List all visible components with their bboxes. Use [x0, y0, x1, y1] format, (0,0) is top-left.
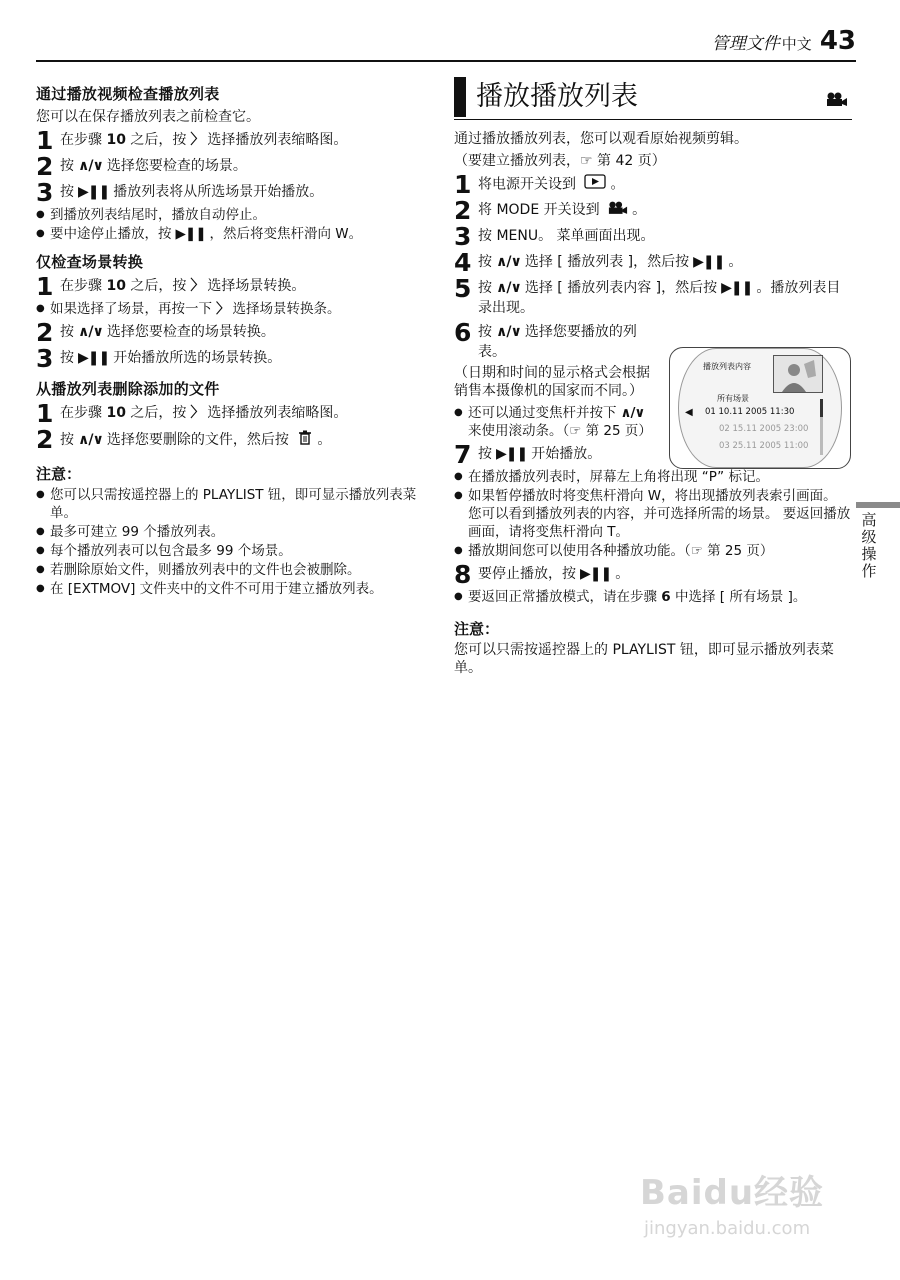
play-pause-icon: ▶❚❚ — [693, 254, 725, 270]
bullet-item: ● 到播放列表结尾时，播放自动停止。 — [36, 206, 428, 224]
step-3 — [454, 222, 852, 251]
step-text: 选择播放列表缩略图。 — [207, 132, 348, 148]
step-text: 选择您要检查的场景。 — [106, 158, 247, 174]
section-intro: 您可以在保存播放列表之前检查它。 — [36, 109, 260, 125]
play-pause-icon: ▶❚❚ — [78, 350, 110, 366]
page-header — [36, 28, 856, 62]
step-number: 2 — [36, 152, 54, 181]
step-2: 2 将 MODE 开关设到 。 — [454, 196, 647, 225]
up-down-icon: ∧/∨ — [496, 324, 521, 340]
step-2: 2 按 ∧/∨ 选择您要删除的文件，然后按 。 — [36, 425, 332, 454]
step-1: 1 在步骤 10 之后，按 〉 选择播放列表缩略图。 — [36, 399, 348, 428]
step-number: 1 — [454, 170, 472, 199]
note-heading: 注意： — [36, 465, 82, 483]
movie-camera-icon — [608, 200, 628, 220]
left-column — [36, 75, 428, 600]
note-item: ● 在 [EXTMOV] 文件夹中的文件不可用于建立播放列表。 — [36, 580, 428, 598]
step-6-note: （日期和时间的显示格式会根据销售本摄像机的国家而不同。） — [454, 365, 650, 399]
right-chevron-icon: 〉 — [190, 405, 204, 421]
step-8: 8 要停止播放，按 ▶❚❚ 。 — [454, 560, 630, 589]
step-number: 6 — [454, 318, 472, 347]
play-pause-icon: ▶❚❚ — [496, 446, 528, 462]
note-list — [36, 486, 428, 598]
scrollbar — [820, 399, 823, 455]
bullet-item: ● 如果选择了场景，再按一下 〉 选择场景转换条。 — [36, 300, 428, 318]
screen-title: 播放列表内容 — [703, 362, 751, 371]
side-tab-marker — [856, 502, 900, 508]
page-number: 43 — [819, 26, 856, 56]
movie-camera-icon — [826, 91, 848, 110]
section-title-block — [454, 75, 852, 120]
step-number: 3 — [454, 222, 472, 251]
section-heading-delete-files: 从播放列表删除添加的文件 — [36, 380, 220, 398]
step-1: 1 将电源开关设到 。 — [454, 170, 625, 199]
bullet-list — [454, 404, 659, 440]
step-number: 1 — [36, 272, 54, 301]
note-item: ● 您可以只需按遥控器上的 PLAYLIST 钮，即可显示播放列表菜单。 — [36, 486, 428, 522]
step-number: 4 — [454, 248, 472, 277]
step-text: 之后，按 — [130, 132, 187, 148]
step-2: 2 按 ∧/∨ 选择您要检查的场景转换。 — [36, 318, 275, 347]
step-text: 按 MENU。 菜单画面出现。 — [478, 228, 655, 244]
step-3: 3 按 ▶❚❚ 开始播放所选的场景转换。 — [36, 344, 282, 373]
step-number: 2 — [36, 318, 54, 347]
all-scenes-label: 所有场景 — [717, 394, 749, 403]
step-ref: 10 — [106, 132, 126, 148]
step-number: 5 — [454, 274, 472, 303]
step-number: 2 — [454, 196, 472, 225]
playlist-row: 03 25.11 2005 11:00 — [719, 441, 809, 451]
bullet-item: ● 如果暂停播放时将变焦杆滑向 W，将出现播放列表索引画面。 您可以看到播放列表的内容，并可选择所需的场景。 要返回播放画面，请将变焦杆滑向 T。 — [454, 487, 852, 541]
bullet-item: ● 要中途停止播放，按 ▶❚❚ ，然后将变焦杆滑向 W。 — [36, 225, 428, 243]
up-down-icon: ∧/∨ — [496, 254, 521, 270]
bullet-item: ● 还可以通过变焦杆并按下 ∧/∨来使用滚动条。（☞ 第 25 页） — [454, 404, 659, 440]
section-heading-check-playlist: 通过播放视频检查播放列表 — [36, 85, 220, 103]
step-number: 3 — [36, 344, 54, 373]
trash-icon — [297, 429, 313, 451]
step-3 — [36, 178, 428, 207]
side-tab-label: 高级操作 — [861, 511, 877, 580]
step-text: 按 — [60, 184, 74, 200]
playback-icon — [584, 174, 606, 195]
play-pause-icon: ▶❚❚ — [580, 566, 612, 582]
header-section: 管理文件 — [711, 34, 780, 54]
bullet-item: ● 在播放播放列表时，屏幕左上角将出现 “P” 标记。 — [454, 468, 852, 486]
up-down-icon: ∧/∨ — [496, 280, 521, 296]
step-number: 2 — [36, 425, 54, 454]
step-number: 3 — [36, 178, 54, 207]
step-text: 播放列表将从所选场景开始播放。 — [113, 184, 324, 200]
step-text: 按 — [60, 158, 74, 174]
bullet-list — [36, 300, 428, 318]
play-pause-icon: ▶❚❚ — [721, 280, 753, 296]
step-number: 1 — [36, 126, 54, 155]
bullet-list — [454, 468, 852, 560]
step-text: 在步骤 — [60, 132, 102, 148]
bullet-list — [36, 206, 428, 243]
step-number: 1 — [36, 399, 54, 428]
step-2 — [36, 152, 428, 181]
note-item: ● 若删除原始文件，则播放列表中的文件也会被删除。 — [36, 561, 428, 579]
step-6-block — [454, 318, 659, 440]
title-bar — [454, 77, 466, 117]
play-pause-icon: ▶❚❚ — [175, 226, 206, 242]
right-column — [454, 75, 852, 681]
left-arrow-icon: ◀ — [685, 407, 693, 418]
step-number: 8 — [454, 560, 472, 589]
watermark-logo: Baidu经验 — [640, 1173, 825, 1213]
step-5: 5 按 ∧/∨ 选择 [ 播放列表内容 ]，然后按 ▶❚❚ 。播放列表目录出现。 — [454, 274, 841, 316]
intro-reference: （要建立播放列表，☞ 第 42 页） — [454, 153, 666, 169]
header-language: 中文 — [781, 35, 812, 53]
step-6: 6 按 ∧/∨ 选择您要播放的列表。 — [454, 318, 637, 360]
up-down-icon: ∧/∨ — [620, 405, 645, 421]
note-text: 您可以只需按遥控器上的 PLAYLIST 钮，即可显示播放列表菜单。 — [454, 642, 834, 676]
playlist-screen-illustration — [669, 347, 851, 469]
step-7: 7 按 ▶❚❚ 开始播放。 — [454, 440, 602, 469]
up-down-icon: ∧/∨ — [78, 324, 103, 340]
step-1 — [36, 126, 428, 155]
bullet-item: ● 要返回正常播放模式，请在步骤 6 中选择 [ 所有场景 ]。 — [454, 588, 852, 606]
header-right — [712, 28, 856, 54]
screen-display — [678, 348, 842, 468]
playlist-row: 01 10.11 2005 11:30 — [705, 407, 795, 417]
watermark — [640, 1165, 840, 1245]
bullet-item: ● 播放期间您可以使用各种播放功能。（☞ 第 25 页） — [454, 542, 852, 560]
right-chevron-icon: 〉 — [216, 301, 229, 317]
step-number: 7 — [454, 440, 472, 469]
step-4: 4 按 ∧/∨ 选择 [ 播放列表 ]，然后按 ▶❚❚ 。 — [454, 248, 743, 277]
section-title: 播放播放列表 — [476, 81, 638, 112]
note-item: ● 每个播放列表可以包含最多 99 个场景。 — [36, 542, 428, 560]
thumbnail-image — [773, 355, 823, 393]
note-item: ● 最多可建立 99 个播放列表。 — [36, 523, 428, 541]
up-down-icon: ∧/∨ — [78, 158, 103, 174]
section-heading-scene-transition: 仅检查场景转换 — [36, 253, 144, 271]
note-heading: 注意： — [454, 620, 500, 638]
right-chevron-icon: 〉 — [190, 278, 204, 294]
right-chevron-icon: 〉 — [190, 132, 204, 148]
step-1: 1 在步骤 10 之后，按 〉 选择场景转换。 — [36, 272, 306, 301]
bullet-list — [454, 588, 852, 606]
watermark-url: jingyan.baidu.com — [644, 1218, 811, 1239]
play-pause-icon: ▶❚❚ — [78, 184, 110, 200]
playlist-row: 02 15.11 2005 23:00 — [719, 424, 809, 434]
up-down-icon: ∧/∨ — [78, 432, 103, 448]
intro-text: 通过播放播放列表，您可以观看原始视频剪辑。 — [454, 131, 748, 147]
